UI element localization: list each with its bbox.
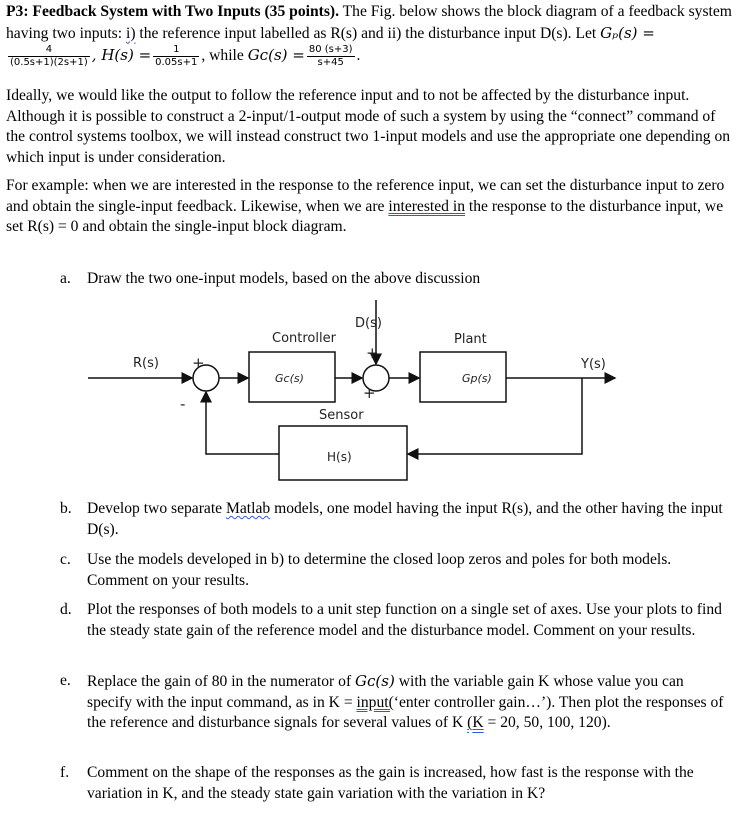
gp-label: Gₚ(s) = xyxy=(600,23,655,42)
intro-text-2: the reference input labelled as R(s) and ii) the disturbance input D(s). Let xyxy=(135,24,601,42)
matlab-word: Matlab xyxy=(226,500,271,517)
end-period: . xyxy=(356,47,361,65)
item-e-post: ‘enter controller gain…’). Then plot the responses of the reference and disturbance signals for several values of K xyxy=(87,693,724,731)
gc-label: Gᴄ(s) = xyxy=(247,46,305,65)
item-b-label: b. xyxy=(60,500,72,517)
gp-block-label: Gp(s) xyxy=(462,372,492,385)
sensor-label: Sensor xyxy=(319,408,364,423)
gc-denominator: s+45 xyxy=(317,57,344,68)
item-e-mid: with the variable gain K whose value you can specify with the input command, as in K = xyxy=(87,673,684,711)
input-command: input( xyxy=(356,693,394,711)
item-e-tail: = 20, 50, 100, 120). xyxy=(483,714,611,731)
item-b-pre: Develop two separate xyxy=(87,500,226,517)
item-c-text: Use the models developed in b) to determine the closed loop zeros and poles for both models. Comment on your results. xyxy=(87,551,672,589)
gp-numerator: 4 xyxy=(8,44,90,57)
item-f-label: f. xyxy=(60,764,70,781)
gc-numerator: 80 (s+3) xyxy=(308,44,353,55)
item-e-k: K xyxy=(472,714,484,731)
item-e-text xyxy=(87,671,727,734)
h-numerator: 1 xyxy=(153,44,199,57)
item-f-text: Comment on the shape of the responses as the gain is increased, how fast is the response with the variation in K, and the steady state gain variation with the variation in K? xyxy=(87,764,694,802)
plus-sign-c: + xyxy=(363,384,376,402)
intro-i: i) xyxy=(125,24,136,42)
plus-sign-d: + xyxy=(366,344,379,362)
h-block-label: H(s) xyxy=(327,450,352,464)
h-label: , H(s) = xyxy=(91,46,152,65)
controller-label: Controller xyxy=(272,331,336,346)
paragraph-example xyxy=(6,176,736,238)
r-input-label: R(s) xyxy=(133,356,159,371)
gc-block-label: Gc(s) xyxy=(275,372,304,385)
plus-sign-r: + xyxy=(192,354,205,372)
example-text-a: For example: when we are interested in the response to the reference input, we can set the disturbance input to zero and obtain the single-input feedback. Likewise, when we are xyxy=(6,177,725,215)
item-d-text: Plot the responses of both models to a unit step function on a single set of axes. Use your plots to find the steady state gain of the reference model and the disturbance model. Comment on your results. xyxy=(87,601,722,639)
item-b-text xyxy=(87,499,727,540)
plant-label: Plant xyxy=(454,332,487,347)
item-a-text: Draw the two one-input models, based on the above discussion xyxy=(87,270,481,287)
interested-in-text: interested in xyxy=(388,197,466,215)
h-denominator: 0.05s+1 xyxy=(155,57,198,68)
y-output-label: Y(s) xyxy=(581,357,606,372)
gp-denominator: (0.5s+1)(2s+1) xyxy=(10,57,88,68)
gc-fraction xyxy=(307,44,355,69)
paragraph-ideally: Ideally, we would like the output to follow the reference input and to not be affected by the disturbance input. Although it is possible to construct a 2-input/1-output mode of such a system by using the “connect” command of the control systems toolbox, we will instead construct two 1-input models and use the appropriate one depending on which input is under consideration. xyxy=(6,87,731,166)
problem-statement xyxy=(6,2,736,69)
problem-heading: P3: Feedback System with Two Inputs (35 points). xyxy=(6,3,339,20)
item-e-label: e. xyxy=(60,672,71,689)
h-fraction xyxy=(153,44,199,69)
minus-sign-feedback: - xyxy=(180,395,186,413)
item-c-label: c. xyxy=(60,551,71,568)
intro-text: The Fig. below shows the block diagram of a feedback system having two inputs: xyxy=(6,3,732,42)
item-e-pre: Replace the gain of 80 in the numerator of xyxy=(87,673,356,690)
item-a-label: a. xyxy=(60,270,71,287)
item-e-paren: ( xyxy=(467,714,473,731)
item-e-gc: Gᴄ(s) xyxy=(355,672,395,690)
example-text-b: the response to the disturbance input, we set R(s) = 0 and obtain the single-input block diagram. xyxy=(6,197,724,235)
item-b-post: models, one model having the input R(s), and the other having the input D(s). xyxy=(87,500,723,538)
gp-fraction xyxy=(8,44,90,69)
d-input-label: D(s) xyxy=(355,316,382,331)
block-diagram xyxy=(70,296,630,496)
while-text: , while xyxy=(201,47,248,65)
item-d-label: d. xyxy=(60,601,72,618)
